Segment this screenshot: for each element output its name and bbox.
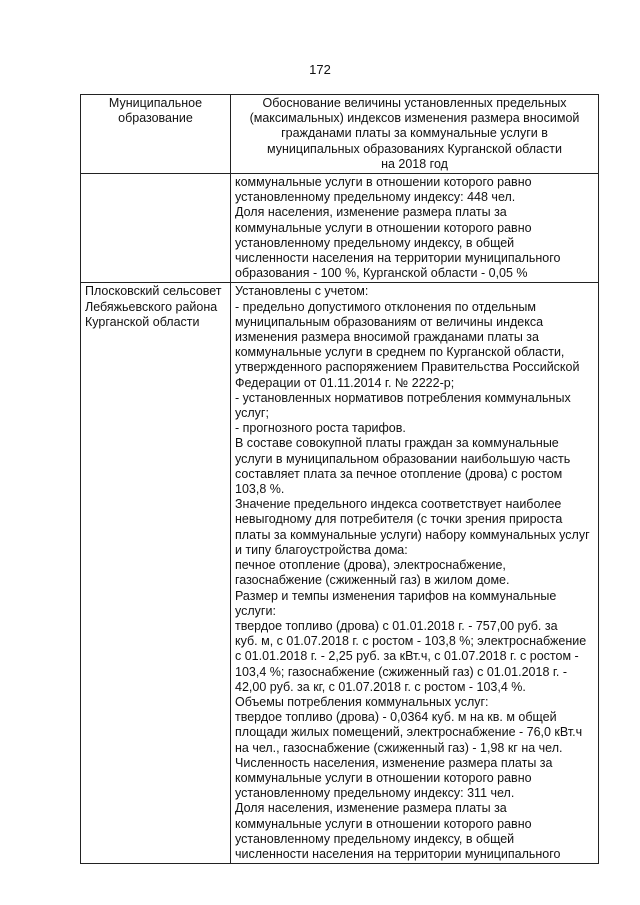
justification-line: твердое топливо (дрова) - 0,0364 куб. м на кв. м общей <box>235 710 557 725</box>
municipality-cell <box>81 283 231 864</box>
tariff-justification-table <box>80 94 599 864</box>
justification-line: - прогнозного роста тарифов. <box>235 421 406 436</box>
justification-line: численности населения на территории муниципального <box>235 846 561 861</box>
justification-line: установленному предельному индексу: 448 чел. <box>235 190 516 205</box>
table-header-row <box>81 95 599 174</box>
justification-line: Размер и темпы изменения тарифов на коммунальные <box>235 588 557 603</box>
justification-line: - предельно допустимого отклонения по отдельным <box>235 299 537 314</box>
justification-line: 103,4 %; газоснабжение (сжиженный газ) с 01.01.2018 г. - <box>235 664 568 679</box>
table-row <box>81 283 599 864</box>
justification-line: коммунальные услуги в отношении которого равно <box>235 175 532 190</box>
justification-line: составляет плата за печное отопление (дрова) с ростом <box>235 466 563 481</box>
header-justification <box>231 95 599 174</box>
justification-line: образования - 100 %, Курганской области - 0,05 % <box>235 266 528 281</box>
justification-line: на чел., газоснабжение (сжиженный газ) - 1,98 кг на чел. <box>235 740 563 755</box>
header-justification-line: гражданами платы за коммунальные услуги в <box>281 126 548 141</box>
justification-cell <box>231 174 599 283</box>
justification-line: куб. м, с 01.07.2018 г. с ростом - 103,8 %; электроснабжение <box>235 634 587 649</box>
justification-line: и типу благоустройства дома: <box>235 542 408 557</box>
justification-line: услуг; <box>235 406 269 421</box>
justification-line: изменения размера вносимой гражданами платы за <box>235 330 539 345</box>
justification-line: услуги: <box>235 603 276 618</box>
justification-line: установленному предельному индексу: 311 чел. <box>235 786 515 801</box>
justification-line: Численность населения, изменение размера платы за <box>235 755 553 770</box>
justification-line: 42,00 руб. за кг, с 01.07.2018 г. с ростом - 103,4 %. <box>235 679 526 694</box>
justification-line: - установленных нормативов потребления коммунальных <box>235 390 571 405</box>
justification-line: печное отопление (дрова), электроснабжение, <box>235 558 506 573</box>
municipality-line: Курганской области <box>85 314 200 329</box>
justification-line: установленному предельному индексу, в общей <box>235 235 515 250</box>
header-municipality-line: образование <box>118 111 193 126</box>
header-municipality-line: Муниципальное <box>108 96 203 110</box>
header-justification-line: на 2018 год <box>381 156 448 171</box>
justification-line: невыгодному для потребителя (с точки зрения прироста <box>235 512 563 527</box>
justification-line: газоснабжение (сжиженный газ) в жилом доме. <box>235 573 510 588</box>
justification-line: Федерации от 01.11.2014 г. № 2222-р; <box>235 375 455 390</box>
page-number: 172 <box>309 62 331 77</box>
justification-line: коммунальные услуги в отношении которого равно <box>235 220 532 235</box>
justification-line: площади жилых помещений, электроснабжение - 76,0 кВт.ч <box>235 725 583 740</box>
justification-line: численности населения на территории муниципального <box>235 251 561 266</box>
header-justification-line: Обоснование величины установленных предельных <box>262 96 567 110</box>
header-justification-line: (максимальных) индексов изменения размера вносимой <box>249 111 580 126</box>
justification-line: Установлены с учетом: <box>235 284 369 299</box>
justification-line: установленному предельному индексу, в общей <box>235 831 515 846</box>
justification-line: платы за коммунальные услуги) набору коммунальных услуг <box>235 527 590 542</box>
justification-line: Объемы потребления коммунальных услуг: <box>235 694 489 709</box>
header-municipality <box>81 95 231 174</box>
justification-line: В составе совокупной платы граждан за коммунальные <box>235 436 559 451</box>
justification-line: 103,8 %. <box>235 482 285 497</box>
justification-line: услуги в муниципальном образовании наибольшую часть <box>235 451 571 466</box>
justification-line: коммунальные услуги в отношении которого равно <box>235 816 532 831</box>
justification-line: Доля населения, изменение размера платы за <box>235 205 507 220</box>
justification-line: коммунальные услуги в отношении которого равно <box>235 770 532 785</box>
justification-line: утвержденного распоряжением Правительства Российской <box>235 360 580 375</box>
justification-line: муниципальным образованиям от величины индекса <box>235 314 544 329</box>
municipality-line: Плосковский сельсовет <box>85 284 222 299</box>
municipality-cell <box>81 174 231 283</box>
table-row <box>81 174 599 283</box>
justification-line: с 01.01.2018 г. - 2,25 руб. за кВт.ч, с 01.07.2018 г. с ростом - <box>235 649 579 664</box>
justification-cell <box>231 283 599 864</box>
justification-line: Значение предельного индекса соответствует наиболее <box>235 497 562 512</box>
justification-line: Доля населения, изменение размера платы за <box>235 801 507 816</box>
justification-line: твердое топливо (дрова) с 01.01.2018 г. - 757,00 руб. за <box>235 618 558 633</box>
header-justification-line: муниципальных образованиях Курганской области <box>267 141 562 156</box>
municipality-line: Лебяжьевского района <box>85 299 218 314</box>
justification-line: коммунальные услуги в среднем по Курганской области, <box>235 345 565 360</box>
